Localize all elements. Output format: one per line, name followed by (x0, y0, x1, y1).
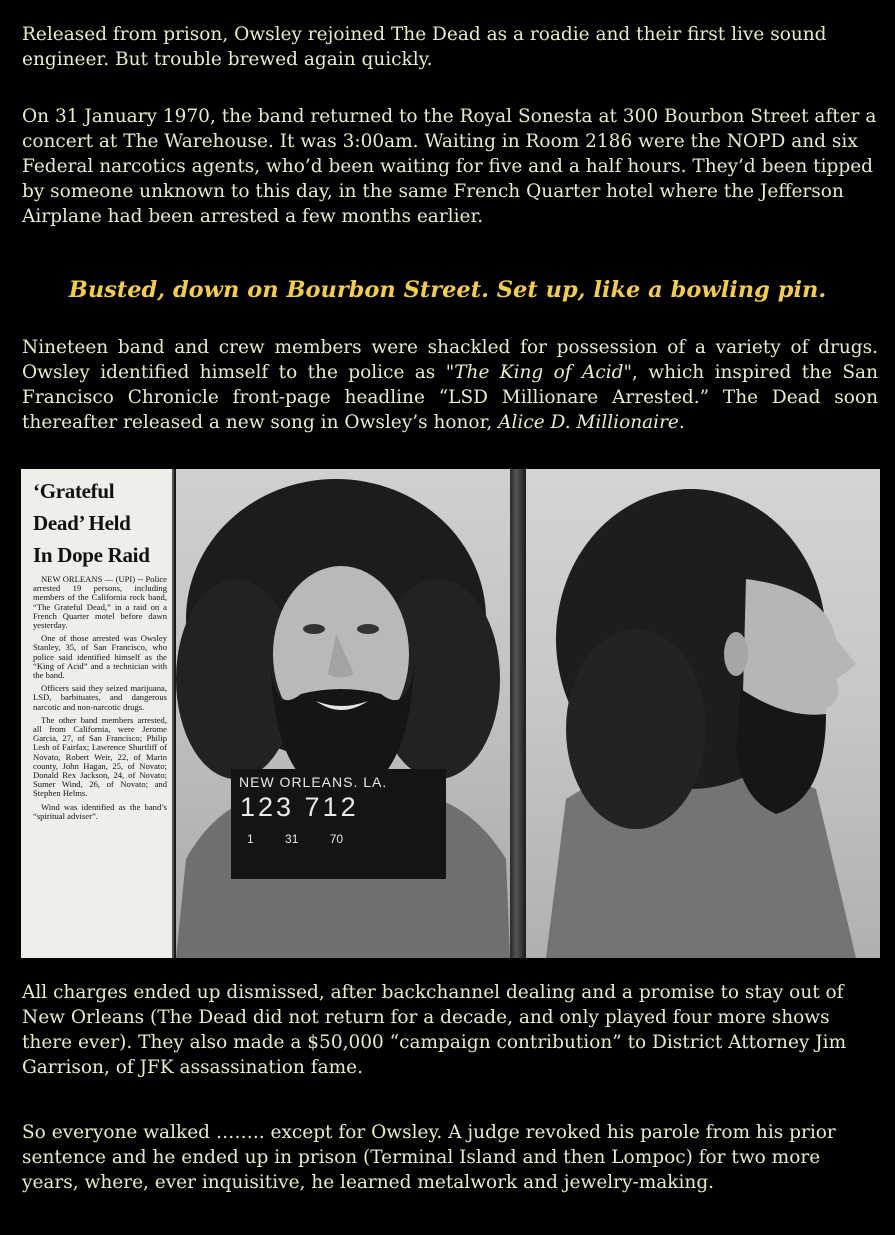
clipping-paragraph: The other band members arrested, all from California, were Jerome Garcia, 27, of San Francisco; Philip Lesh of Fairfax; Lawrence Shurtliff of Novato, Robert Weir, 22, of Marin county, John Hagan, 25, of Novato; Donald Rex Jackson, 24, of Novato; Sumer Wind, 26, of Novato; and Stephen Helms. (33, 714, 167, 799)
lyric-quote: Busted, down on Bourbon Street. Set up, like a bowling pin. (68, 277, 827, 303)
placard-booking-number: 123 712 (240, 792, 359, 822)
profile-portrait-image (526, 469, 880, 958)
paragraph-text: , which inspired the San Francisco Chronicle front-page headline “LSD Millionare Arrested.” The Dead soon thereafter released a new song in Owsley’s honor, (22, 362, 878, 433)
mugshot-front-view (176, 469, 510, 958)
placard-month: 1 (247, 832, 254, 846)
paragraph-text: Nineteen band and crew members were shackled for possession of a variety of drugs. Owsley identified himself to the police as (22, 337, 878, 383)
placard-day: 31 (285, 832, 299, 846)
front-portrait-image (176, 469, 510, 958)
clipping-paragraph: Officers said they seized marijuana, LSD, barbituates, and dangerous narcotic and non-narcotic drugs. (33, 683, 167, 712)
king-of-acid-quote: "The King of Acid" (445, 362, 633, 383)
placard-city: NEW ORLEANS. LA. (239, 774, 388, 790)
mugshot-photo (21, 469, 880, 958)
clipping-headline (33, 475, 167, 571)
song-title: Alice D. Millionaire (498, 412, 679, 433)
paragraph-arrest-night: On 31 January 1970, the band returned to the Royal Sonesta at 300 Bourbon Street after a concert at The Warehouse. It was 3:00am. Waiting in Room 2186 were the NOPD and six Federal narcotics agents, who’d been waiting for five and a half hours. They’d been tipped by someone unknown to this day, in the same French Quarter hotel where the Jefferson Airplane had been arrested a few months earlier. (22, 106, 877, 227)
clipping-headline-line: ‘Grateful (33, 479, 115, 503)
placard-year: 70 (329, 832, 344, 846)
paragraph-text: . (678, 412, 685, 433)
clipping-headline-line: In Dope Raid (33, 543, 150, 567)
paragraph-dismissal: All charges ended up dismissed, after backchannel dealing and a promise to stay out of New Orleans (The Dead did not return for a decade, and only played four more shows there ever). They also made a $50,000 “campaign contribution” to District Attorney Jim Garrison, of JFK assassination fame. (22, 982, 847, 1078)
clipping-paragraph: NEW ORLEANS — (UPI) -- Police arrested 19 persons, including members of the California rock band, “The Grateful Dead,” in a raid on a French Quarter motel before dawn yesterday. (33, 574, 167, 631)
photo-divider (510, 469, 526, 958)
paragraph-release: Released from prison, Owsley rejoined The Dead as a roadie and their first live sound engineer. But trouble brewed again quickly. (22, 24, 827, 70)
clipping-paragraph: One of those arrested was Owsley Stanley, 35, of San Francisco, who police said identified himself as the “King of Acid” and a technician with the band. (33, 633, 167, 681)
clipping-paragraph: Wind was identified as the band’s “spiritual adviser”. (33, 801, 167, 821)
newspaper-clipping (21, 469, 174, 958)
mugshot-profile-view (526, 469, 880, 958)
paragraph-owsley-prison: So everyone walked …….. except for Owsley. A judge revoked his parole from his prior sentence and he ended up in prison (Terminal Island and then Lompoc) for two more years, where, ever inquisitive, he learned metalwork and jewelry-making. (22, 1122, 836, 1193)
paragraph-charges-detail (22, 335, 878, 435)
booking-placard (231, 769, 446, 879)
clipping-headline-line: Dead’ Held (33, 511, 131, 535)
clipping-body (33, 575, 167, 821)
placard-date (239, 831, 438, 847)
